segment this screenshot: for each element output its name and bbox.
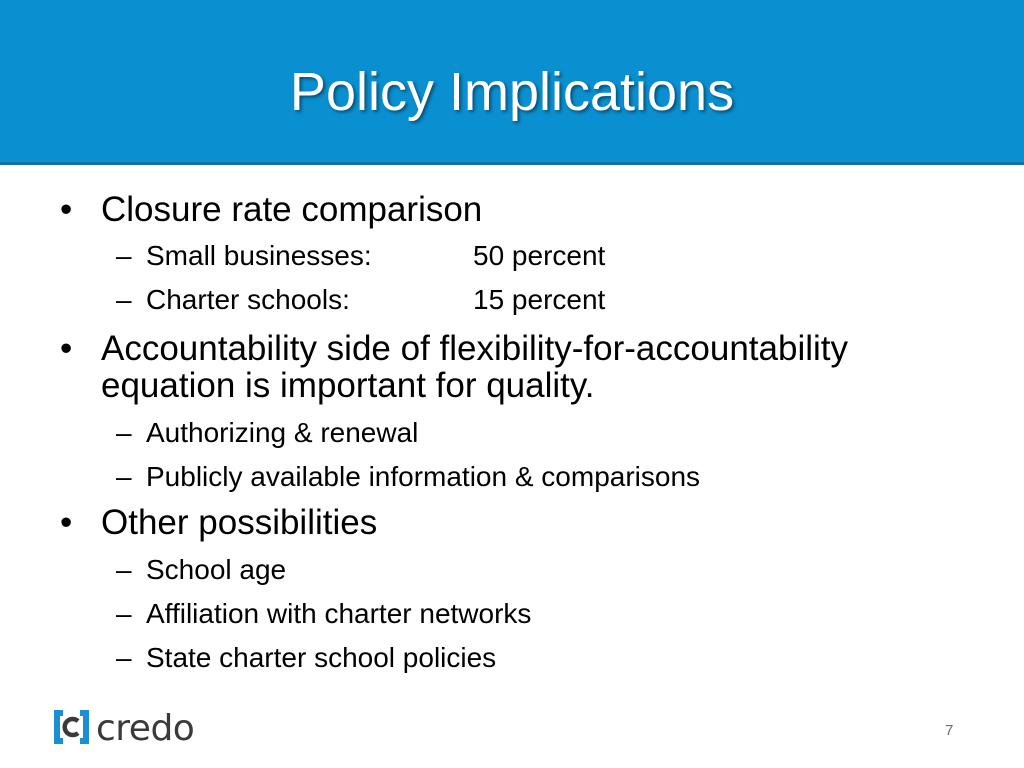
bullet-text-continued: equation is important for quality.	[101, 366, 595, 405]
dash-icon: –	[116, 284, 132, 315]
sub-bullet-label: School age	[146, 554, 287, 585]
sub-bullet-value: 15 percent	[473, 284, 606, 315]
credo-c-bracket-icon	[54, 710, 89, 744]
sub-bullet-label: Publicly available information & comparisons	[146, 461, 701, 492]
sub-bullet-label: Authorizing & renewal	[146, 417, 419, 448]
dash-icon: –	[116, 417, 132, 448]
bullet-text: Other possibilities	[101, 503, 378, 542]
bullet-icon: •	[60, 329, 73, 368]
dash-icon: –	[116, 240, 132, 271]
slide-title: Policy Implications	[289, 62, 735, 122]
bullet-text: Closure rate comparison	[101, 190, 483, 229]
credo-logo	[50, 706, 230, 752]
bullet-icon: •	[60, 503, 73, 542]
dash-icon: –	[116, 642, 132, 673]
page-number: 7	[945, 722, 954, 739]
sub-bullet-value: 50 percent	[473, 240, 606, 271]
bullet-icon: •	[60, 190, 73, 229]
sub-bullet-label: State charter school policies	[146, 642, 497, 673]
sub-bullet-label: Charter schools:	[146, 284, 350, 315]
credo-wordmark: credo	[96, 708, 195, 749]
sub-bullet-label: Affiliation with charter networks	[146, 598, 532, 629]
bullet-text: Accountability side of flexibility-for-accountability	[101, 329, 848, 368]
dash-icon: –	[116, 461, 132, 492]
dash-icon: –	[116, 554, 132, 585]
dash-icon: –	[116, 598, 132, 629]
sub-bullet-label: Small businesses:	[146, 240, 372, 271]
